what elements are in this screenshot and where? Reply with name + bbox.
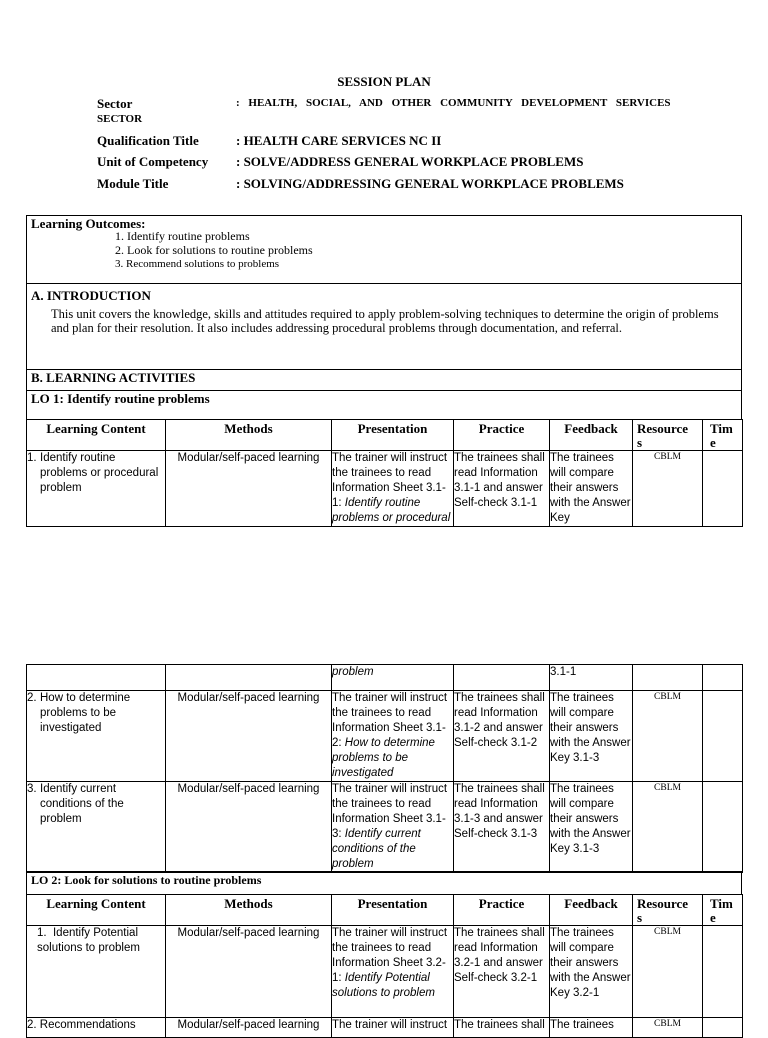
lo1-heading: LO 1: Identify routine problems: [31, 391, 210, 406]
learning-outcomes-list: [115, 229, 313, 271]
content-line: Identify Potential: [52, 927, 139, 939]
col-resources-b: s: [637, 435, 643, 450]
introduction-box: [26, 283, 742, 370]
method-cell: Modular/self-paced learning: [166, 451, 332, 527]
feedback-cell: The trainees: [550, 1018, 633, 1038]
time-cell: [703, 782, 743, 873]
table-row: [27, 1018, 743, 1038]
time-cell: [703, 1018, 743, 1038]
col-time: [703, 895, 743, 926]
content-cell: [27, 691, 166, 782]
method-cell: Modular/self-paced learning: [166, 1018, 332, 1038]
lo2-box: [26, 871, 742, 895]
presentation-cell: [332, 926, 454, 1018]
col-practice: Practice: [454, 420, 550, 451]
col-time-b: e: [710, 910, 716, 925]
unit-label: Unit of Competency: [97, 154, 209, 169]
module-value: : SOLVING/ADDRESSING GENERAL WORKPLACE PROBLEMS: [236, 176, 624, 191]
col-resources-a: Resource: [637, 421, 689, 436]
presentation-text: The trainer will instruct the trainees to read Information Sheet 3.1-1:: [332, 452, 448, 509]
lo1-table: [26, 419, 743, 527]
col-feedback: Feedback: [550, 895, 633, 926]
content-line: solutions to problem: [37, 942, 140, 954]
practice-cell: The trainees shall: [454, 1018, 550, 1038]
time-cell: [703, 691, 743, 782]
resource-cell: CBLM: [633, 691, 703, 782]
method-cell: Modular/self-paced learning: [166, 926, 332, 1018]
item-number: 1.: [37, 927, 47, 939]
presentation-cell: problem: [332, 665, 454, 691]
lo1-table-continued: [26, 664, 743, 873]
col-resources-b: s: [637, 910, 643, 925]
presentation-topic: How to determine problems to be investigated: [332, 737, 435, 779]
presentation-topic: Identify Potential solutions to problem: [332, 972, 435, 999]
time-cell: [703, 451, 743, 527]
content-line: investigated: [40, 722, 102, 734]
item-number: 1.: [27, 452, 37, 464]
time-cell: [703, 926, 743, 1018]
col-resources-a: Resource: [637, 896, 689, 911]
resource-cell: [633, 665, 703, 691]
col-resources: [633, 895, 703, 926]
module-label: Module Title: [97, 176, 169, 191]
feedback-cell: 3.1-1: [550, 665, 633, 691]
resource-cell: CBLM: [633, 451, 703, 527]
lo2-table: [26, 894, 743, 1038]
resource-cell: CBLM: [633, 782, 703, 873]
resource-cell: CBLM: [633, 926, 703, 1018]
col-learning-content: Learning Content: [27, 420, 166, 451]
introduction-heading: A. INTRODUCTION: [31, 288, 151, 303]
method-cell: [166, 665, 332, 691]
method-cell: Modular/self-paced learning: [166, 782, 332, 873]
learning-activities-box: [26, 369, 742, 391]
presentation-cell: [332, 782, 454, 873]
feedback-cell: The trainees will compare their answers with the Answer Key 3.1-3: [550, 782, 633, 873]
practice-cell: The trainees shall read Information 3.1-2 and answer Self-check 3.1-2: [454, 691, 550, 782]
presentation-topic: Identify routine problems or procedural: [332, 497, 451, 524]
qualification-label: Qualification Title: [97, 133, 199, 148]
content-cell: [27, 926, 166, 1018]
presentation-text: The trainer will instruct the trainees to read Information Sheet 3.1-3:: [332, 783, 448, 840]
presentation-topic: Identify current conditions of the problem: [332, 828, 421, 870]
list-item: 3. Recommend solutions to problems: [115, 258, 280, 270]
presentation-cell: [332, 691, 454, 782]
feedback-cell: The trainees will compare their answers with the Answer Key 3.1-3: [550, 691, 633, 782]
list-item: 2. Look for solutions to routine problems: [115, 243, 313, 257]
table-header-row: [27, 895, 743, 926]
col-time-b: e: [710, 435, 716, 450]
content-line: problems or procedural: [40, 467, 159, 479]
presentation-cell: The trainer will instruct: [332, 1018, 454, 1038]
sector-label: Sector: [97, 96, 133, 111]
content-line: problem: [40, 482, 82, 494]
practice-cell: The trainees shall read Information 3.1-1 and answer Self-check 3.1-1: [454, 451, 550, 527]
content-line: problem: [40, 813, 82, 825]
table-row: [27, 691, 743, 782]
col-learning-content: Learning Content: [27, 895, 166, 926]
content-line: How to determine: [40, 692, 131, 704]
col-time-a: Tim: [710, 421, 733, 436]
col-presentation: Presentation: [332, 420, 454, 451]
method-cell: Modular/self-paced learning: [166, 691, 332, 782]
content-cell: [27, 665, 166, 691]
content-line: Identify routine: [40, 452, 116, 464]
item-number: 3.: [27, 783, 37, 795]
table-row: [27, 665, 743, 691]
practice-cell: The trainees shall read Information 3.2-1 and answer Self-check 3.2-1: [454, 926, 550, 1018]
col-methods: Methods: [166, 895, 332, 926]
resource-cell: CBLM: [633, 1018, 703, 1038]
feedback-cell: The trainees will compare their answers with the Answer Key: [550, 451, 633, 527]
lo1-box: [26, 390, 742, 420]
presentation-text: The trainer will instruct the trainees to read Information Sheet 3.2-1:: [332, 927, 448, 984]
col-resources: [633, 420, 703, 451]
content-line: conditions of the: [40, 798, 124, 810]
list-item: 1. Identify routine problems: [115, 229, 250, 243]
table-row: [27, 451, 743, 527]
col-time-a: Tim: [710, 896, 733, 911]
learning-outcomes-heading: Learning Outcomes:: [31, 216, 146, 231]
qualification-value: : HEALTH CARE SERVICES NC II: [236, 133, 442, 148]
presentation-text: The trainer will instruct the trainees to read Information Sheet 3.1-2:: [332, 692, 448, 749]
sector-value-cont: SECTOR: [97, 113, 143, 125]
content-line: Identify current: [40, 783, 117, 795]
learning-outcomes-box: [26, 215, 742, 284]
col-practice: Practice: [454, 895, 550, 926]
presentation-cell: [332, 451, 454, 527]
content-cell: [27, 451, 166, 527]
col-presentation: Presentation: [332, 895, 454, 926]
item-number: 2.: [27, 692, 37, 704]
table-row: [27, 782, 743, 873]
sector-value: : HEALTH, SOCIAL, AND OTHER COMMUNITY DEVELOPMENT SERVICES: [236, 97, 671, 109]
content-line: problems to be: [40, 707, 117, 719]
learning-activities-heading: B. LEARNING ACTIVITIES: [31, 370, 196, 385]
table-header-row: [27, 420, 743, 451]
table-row: [27, 926, 743, 1018]
content-cell: 2. Recommendations: [27, 1018, 166, 1038]
practice-cell: [454, 665, 550, 691]
content-cell: [27, 782, 166, 873]
col-feedback: Feedback: [550, 420, 633, 451]
introduction-body: This unit covers the knowledge, skills and attitudes required to apply problem-solving techniques to determine the origin of problems and plan for their resolution. It also includes addressing procedural problems through documentation, and referral.: [51, 307, 719, 335]
col-methods: Methods: [166, 420, 332, 451]
lo2-heading: LO 2: Look for solutions to routine problems: [31, 873, 262, 887]
feedback-cell: The trainees will compare their answers with the Answer Key 3.2-1: [550, 926, 633, 1018]
time-cell: [703, 665, 743, 691]
page-title: SESSION PLAN: [337, 74, 431, 89]
practice-cell: The trainees shall read Information 3.1-3 and answer Self-check 3.1-3: [454, 782, 550, 873]
unit-value: : SOLVE/ADDRESS GENERAL WORKPLACE PROBLEMS: [236, 154, 584, 169]
col-time: [703, 420, 743, 451]
